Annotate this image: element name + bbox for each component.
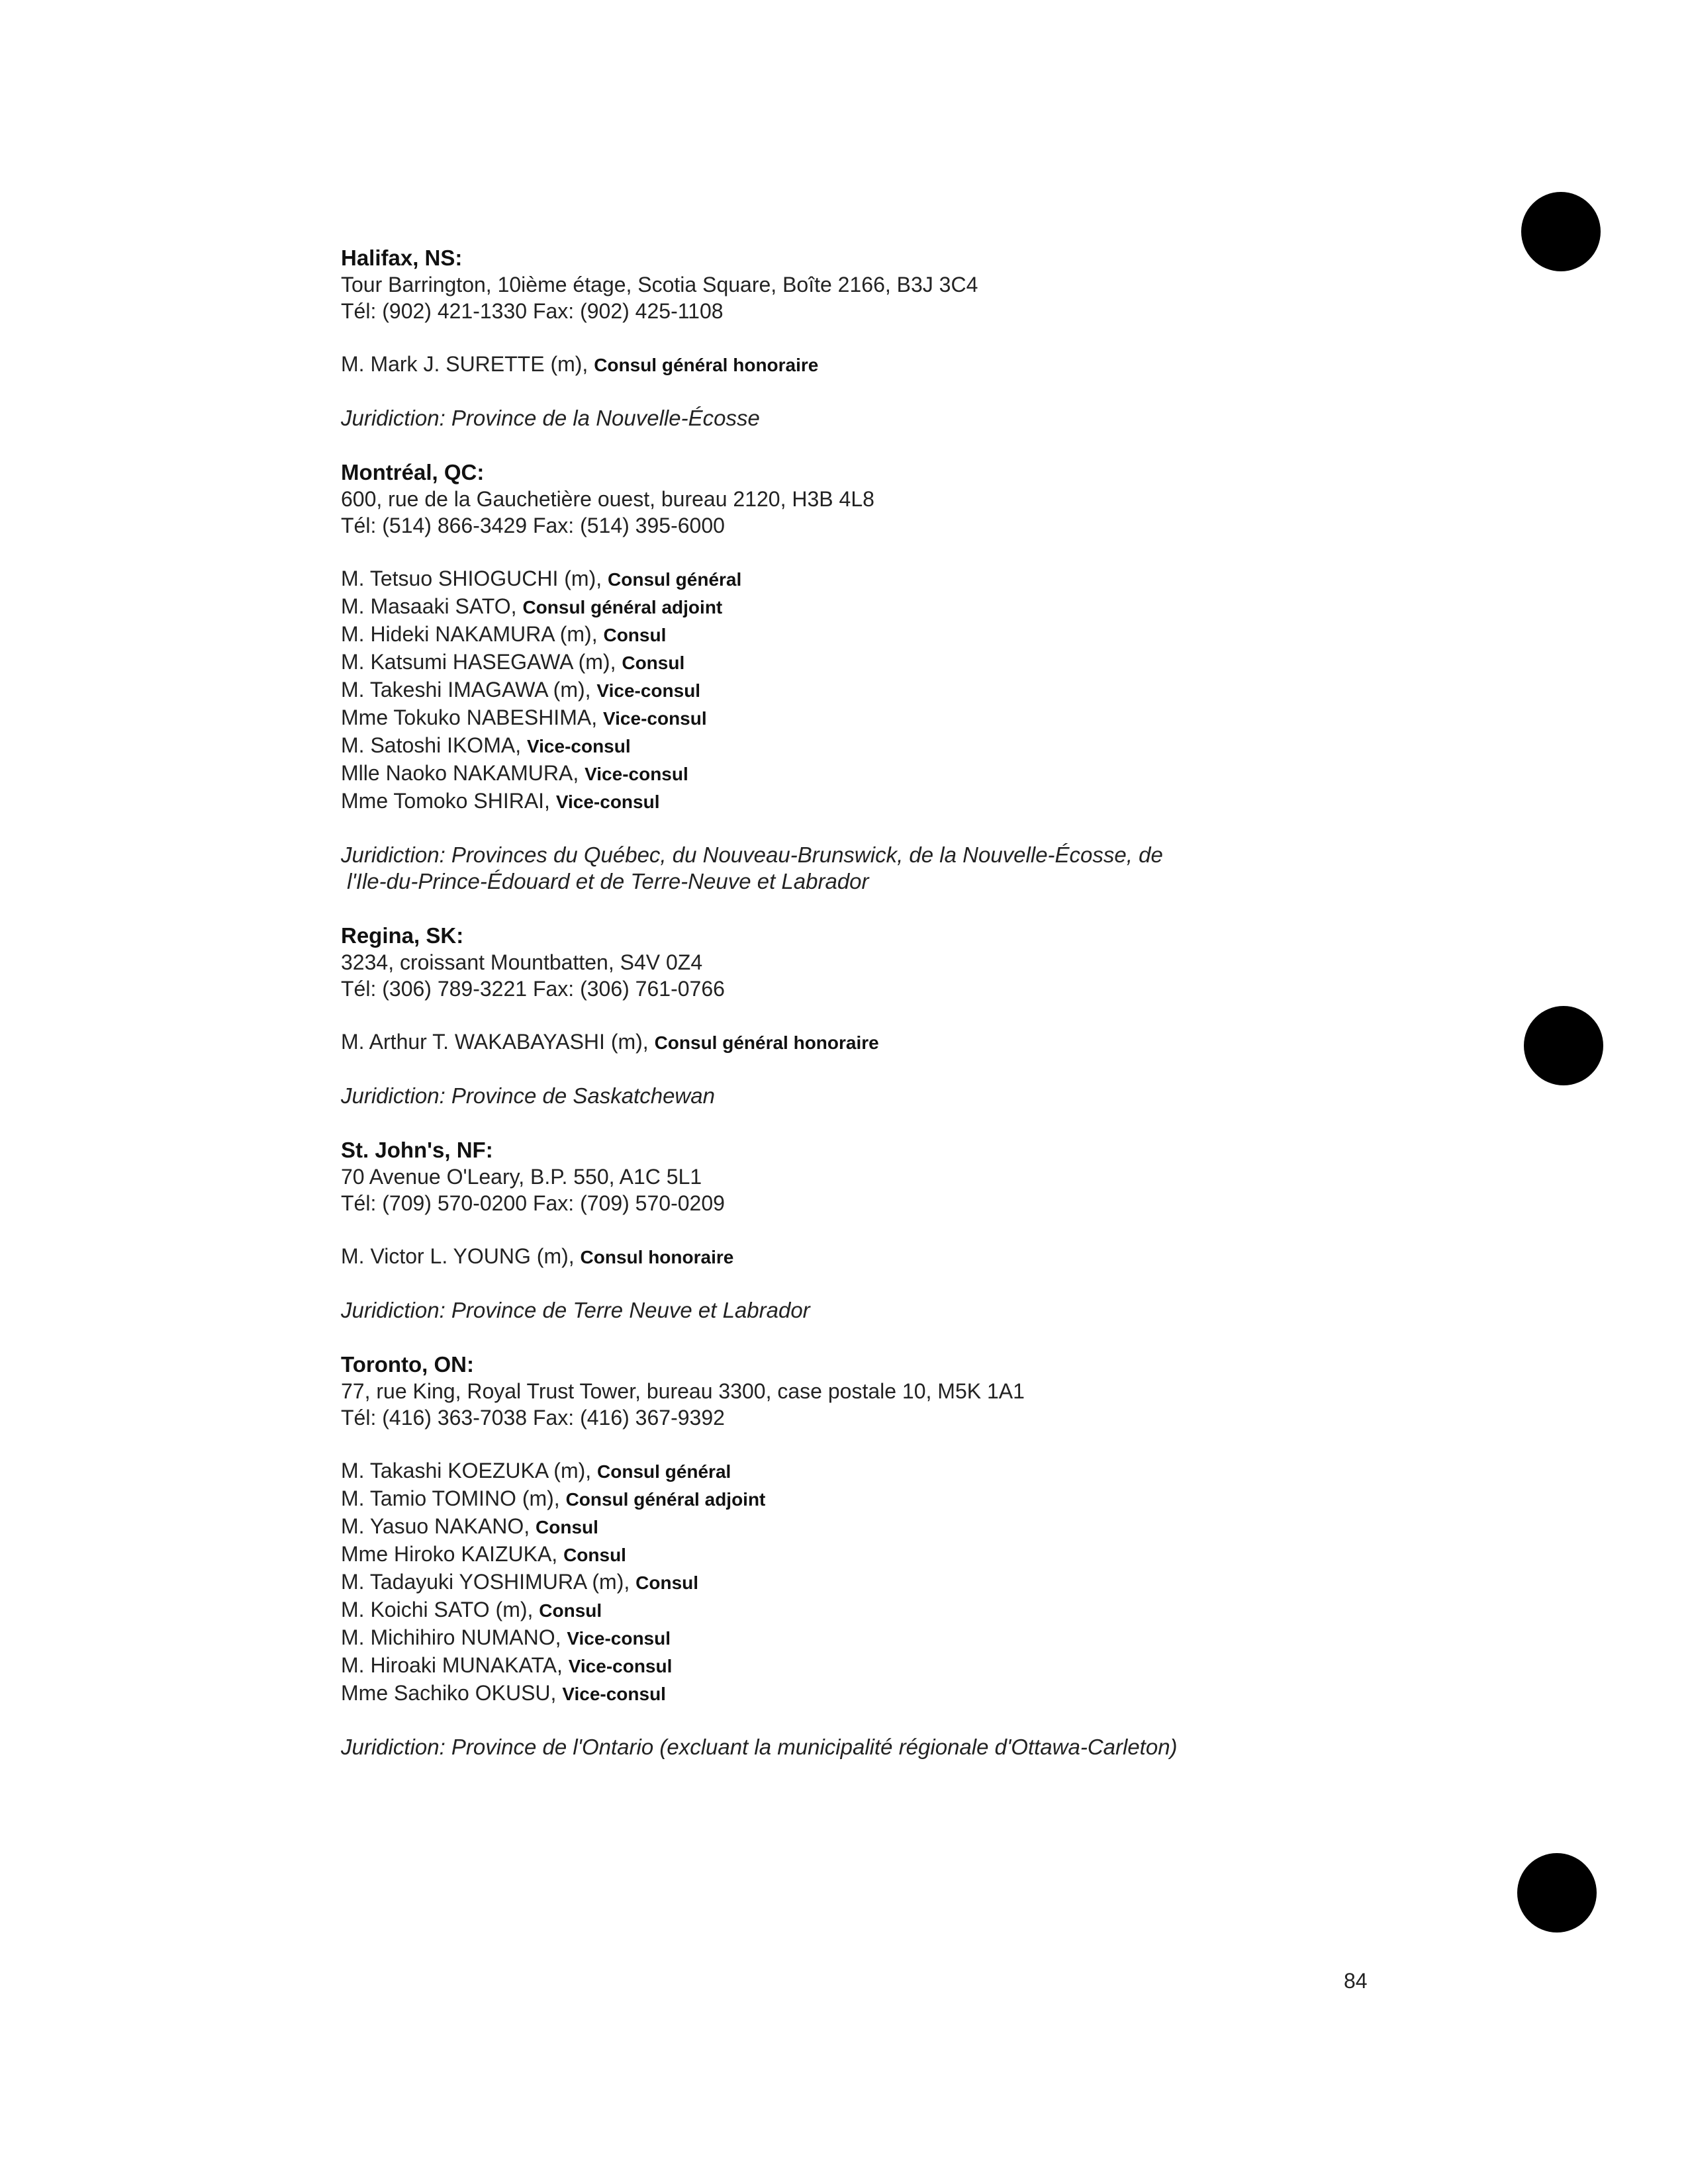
staff-name: M. Tetsuo SHIOGUCHI (m), bbox=[341, 567, 602, 590]
jurisdiction: Juridiction: Provinces du Québec, du Nouveau-Brunswick, de la Nouvelle-Écosse, de bbox=[341, 842, 1163, 867]
staff-title: Consul bbox=[539, 1600, 602, 1621]
staff-name: M. Takeshi IMAGAWA (m), bbox=[341, 678, 591, 702]
phone-fax: Tél: (709) 570-0200 Fax: (709) 570-0209 bbox=[341, 1191, 725, 1215]
staff-title: Consul général honoraire bbox=[654, 1032, 879, 1053]
staff-entry bbox=[341, 1652, 1532, 1680]
phone-fax: Tél: (902) 421-1330 Fax: (902) 425-1108 bbox=[341, 299, 724, 323]
staff-title: Consul général adjoint bbox=[565, 1489, 766, 1510]
staff-entry bbox=[341, 676, 1532, 704]
staff-title: Vice-consul bbox=[562, 1684, 666, 1704]
staff-name: M. Takashi KOEZUKA (m), bbox=[341, 1459, 592, 1482]
jurisdiction: Juridiction: Province de Terre Neuve et Labrador bbox=[341, 1298, 810, 1322]
staff-entry bbox=[341, 593, 1532, 621]
staff-title: Consul bbox=[536, 1517, 598, 1537]
consulate-section-toronto bbox=[341, 1351, 1532, 1760]
staff-title: Consul général honoraire bbox=[594, 355, 819, 375]
page-number: 84 bbox=[1344, 1969, 1368, 1993]
consulate-section-regina bbox=[341, 923, 1532, 1109]
staff-entry bbox=[341, 1457, 1532, 1485]
jurisdiction: Juridiction: Province de la Nouvelle-Écosse bbox=[341, 406, 760, 430]
section-heading: Toronto, ON: bbox=[341, 1352, 474, 1377]
address: Tour Barrington, 10ième étage, Scotia Square, Boîte 2166, B3J 3C4 bbox=[341, 273, 978, 296]
staff-title: Vice-consul bbox=[596, 680, 701, 701]
staff-entry bbox=[341, 1485, 1532, 1513]
staff-name: Mme Tokuko NABESHIMA, bbox=[341, 705, 598, 729]
staff-entry bbox=[341, 621, 1532, 649]
phone-fax: Tél: (416) 363-7038 Fax: (416) 367-9392 bbox=[341, 1406, 725, 1430]
staff-name: M. Tamio TOMINO (m), bbox=[341, 1486, 560, 1510]
consulate-section-montreal bbox=[341, 459, 1532, 895]
consulate-listing bbox=[341, 245, 1532, 1788]
staff-entry bbox=[341, 1028, 1532, 1056]
staff-name: M. Arthur T. WAKABAYASHI (m), bbox=[341, 1030, 649, 1054]
staff-entry bbox=[341, 1680, 1532, 1707]
staff-name: M. Tadayuki YOSHIMURA (m), bbox=[341, 1570, 630, 1594]
staff-title: Vice-consul bbox=[568, 1656, 673, 1676]
staff-name: Mme Tomoko SHIRAI, bbox=[341, 789, 550, 813]
address: 600, rue de la Gauchetière ouest, bureau 2120, H3B 4L8 bbox=[341, 487, 874, 511]
staff-entry bbox=[341, 1243, 1532, 1271]
staff-entry bbox=[341, 732, 1532, 760]
staff-entry bbox=[341, 649, 1532, 676]
staff-name: M. Michihiro NUMANO, bbox=[341, 1625, 561, 1649]
consulate-section-halifax bbox=[341, 245, 1532, 432]
staff-title: Consul général adjoint bbox=[522, 597, 723, 617]
staff-title: Vice-consul bbox=[526, 736, 631, 756]
staff-name: M. Hiroaki MUNAKATA, bbox=[341, 1653, 563, 1677]
staff-entry bbox=[341, 1513, 1532, 1541]
address: 70 Avenue O'Leary, B.P. 550, A1C 5L1 bbox=[341, 1165, 702, 1189]
staff-name: M. Koichi SATO (m), bbox=[341, 1598, 534, 1621]
punch-hole-bottom bbox=[1517, 1853, 1597, 1933]
jurisdiction: Juridiction: Province de l'Ontario (excluant la municipalité régionale d'Ottawa-Carleton) bbox=[341, 1735, 1178, 1759]
staff-name: M. Satoshi IKOMA, bbox=[341, 733, 522, 757]
phone-fax: Tél: (306) 789-3221 Fax: (306) 761-0766 bbox=[341, 977, 725, 1001]
staff-name: Mme Hiroko KAIZUKA, bbox=[341, 1542, 558, 1566]
section-heading: Regina, SK: bbox=[341, 923, 464, 948]
address: 77, rue King, Royal Trust Tower, bureau 3300, case postale 10, M5K 1A1 bbox=[341, 1379, 1025, 1403]
staff-name: Mlle Naoko NAKAMURA, bbox=[341, 761, 579, 785]
punch-hole-top bbox=[1521, 192, 1601, 271]
staff-entry bbox=[341, 1569, 1532, 1596]
staff-entry bbox=[341, 565, 1532, 593]
staff-entry bbox=[341, 351, 1532, 379]
staff-title: Vice-consul bbox=[567, 1628, 671, 1649]
jurisdiction: Juridiction: Province de Saskatchewan bbox=[341, 1083, 715, 1108]
staff-entry bbox=[341, 1596, 1532, 1624]
staff-name: M. Mark J. SURETTE (m), bbox=[341, 352, 588, 376]
section-heading: St. John's, NF: bbox=[341, 1138, 493, 1162]
staff-entry bbox=[341, 1541, 1532, 1569]
staff-name: M. Victor L. YOUNG (m), bbox=[341, 1244, 575, 1268]
staff-name: M. Katsumi HASEGAWA (m), bbox=[341, 650, 616, 674]
staff-title: Consul général bbox=[608, 569, 742, 590]
staff-entry bbox=[341, 1624, 1532, 1652]
staff-title: Consul bbox=[563, 1545, 626, 1565]
staff-name: M. Hideki NAKAMURA (m), bbox=[341, 622, 598, 646]
staff-entry bbox=[341, 704, 1532, 732]
punch-hole-middle bbox=[1524, 1006, 1603, 1085]
phone-fax: Tél: (514) 866-3429 Fax: (514) 395-6000 bbox=[341, 514, 725, 537]
staff-title: Consul honoraire bbox=[580, 1247, 734, 1267]
staff-title: Vice-consul bbox=[602, 708, 707, 729]
section-heading: Halifax, NS: bbox=[341, 246, 463, 270]
staff-entry bbox=[341, 788, 1532, 815]
staff-title: Vice-consul bbox=[585, 764, 688, 784]
staff-name: M. Yasuo NAKANO, bbox=[341, 1514, 530, 1538]
staff-name: M. Masaaki SATO, bbox=[341, 594, 517, 618]
jurisdiction-continued: l'Ile-du-Prince-Édouard et de Terre-Neuve et Labrador bbox=[341, 869, 869, 893]
staff-name: Mme Sachiko OKUSU, bbox=[341, 1681, 557, 1705]
staff-title: Consul bbox=[603, 625, 667, 645]
consulate-section-st-johns bbox=[341, 1137, 1532, 1324]
staff-title: Consul bbox=[622, 653, 685, 673]
address: 3234, croissant Mountbatten, S4V 0Z4 bbox=[341, 950, 703, 974]
staff-title: Consul général bbox=[597, 1461, 731, 1482]
staff-entry bbox=[341, 760, 1532, 788]
section-heading: Montréal, QC: bbox=[341, 460, 485, 484]
staff-title: Vice-consul bbox=[555, 792, 660, 812]
staff-title: Consul bbox=[635, 1572, 699, 1593]
